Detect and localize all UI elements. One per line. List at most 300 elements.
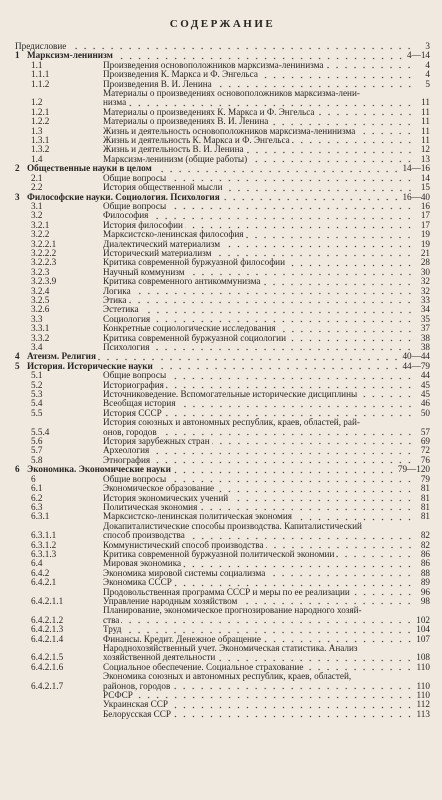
page-number: 46: [420, 398, 430, 409]
entry-title: Жизнь и деятельность В. И. Ленина: [103, 144, 244, 155]
entry-number: 5.6: [31, 436, 43, 447]
entry-title: Исторический материализм: [103, 247, 212, 258]
entry-number: 3.2.3.9: [31, 276, 57, 287]
page-number: 5: [425, 78, 430, 89]
page-number: 98: [420, 595, 430, 606]
entry-body: [103, 710, 430, 719]
entry-title: Труд: [103, 624, 122, 635]
dot-leader: [336, 551, 414, 558]
dot-leader: [213, 250, 414, 257]
entry-title: Эстетика: [103, 304, 139, 315]
dot-leader: [128, 297, 414, 304]
entry-title: РСФСР: [103, 690, 133, 701]
toc-entry: [15, 710, 430, 719]
toc-entry: [15, 70, 430, 79]
dot-leader: [225, 185, 414, 192]
entry-number: 1.3.2: [31, 144, 50, 155]
page-number: 21: [420, 247, 430, 258]
dot-leader: [121, 617, 414, 624]
dot-leader: [230, 495, 414, 502]
entry-title: Жизнь и деятельность К. Маркса и Ф. Энгельса: [103, 135, 290, 146]
dot-leader: [168, 373, 414, 380]
entry-title: Критика современной буржуазной политической экономии: [103, 548, 335, 559]
page-number: 28: [420, 257, 430, 268]
entry-number: 3.2.2.2: [31, 247, 57, 258]
dot-leader: [287, 260, 414, 267]
dot-leader: [173, 467, 396, 474]
entry-number: 1.1: [31, 59, 43, 70]
page-number: 38: [420, 342, 430, 352]
entry-number: 1.2.1: [31, 106, 50, 117]
dot-leader: [168, 476, 414, 483]
entry-title: ства: [103, 614, 120, 625]
toc-entry: [15, 437, 430, 446]
entry-title: Диалектический материализм: [103, 238, 221, 249]
page-number: 81: [420, 483, 430, 494]
entry-number: 5.8: [31, 454, 43, 465]
entry-line: [103, 606, 430, 615]
entry-number: 6.1: [31, 483, 43, 494]
dot-leader: [317, 109, 415, 116]
entry-line: [103, 682, 430, 691]
toc-entry: [15, 371, 430, 380]
page-number: 88: [420, 567, 430, 578]
entry-title: История философии: [103, 219, 183, 230]
dot-leader: [141, 307, 414, 314]
section-entry: [15, 164, 430, 173]
dot-leader: [154, 166, 401, 173]
entry-title: Экономика союзных и автономных республик, краев, областей,: [103, 671, 352, 682]
dot-leader: [150, 213, 414, 220]
page-number: 79—120: [397, 464, 430, 475]
page-number: 37: [420, 323, 430, 334]
entry-title: хозяйственной деятельности: [103, 652, 216, 663]
entry-title: онов, городов: [103, 426, 157, 437]
entry-number: 6.4.2.1.6: [31, 661, 64, 672]
page-number: 50: [420, 407, 430, 418]
entry-title: Этика: [103, 294, 127, 305]
dot-leader: [278, 326, 414, 333]
entry-title: Материалы о произведениях В. И. Ленина: [103, 116, 269, 127]
page-number: 32: [420, 285, 430, 296]
toc-entry: [15, 399, 430, 408]
dot-leader: [166, 382, 414, 389]
entry-line: [103, 616, 430, 625]
dot-leader: [168, 175, 414, 182]
entry-number: 1.1.2: [31, 78, 50, 89]
entry-number: 2: [15, 163, 20, 174]
toc-entry: [15, 305, 430, 314]
dot-leader: [178, 401, 414, 408]
page-number: 45: [420, 389, 430, 400]
entry-number: 3.3.1: [31, 323, 50, 334]
dot-leader: [305, 664, 414, 671]
toc-entry: [15, 287, 430, 296]
entry-body: [103, 277, 430, 286]
page-number: 81: [420, 501, 430, 512]
page-number: 76: [420, 454, 430, 465]
page-number: 82: [420, 539, 430, 550]
entry-title: Этнография: [103, 454, 151, 465]
entry-title: Произведения основоположников марксизма-ленинизма: [103, 59, 324, 70]
entry-number: 6.4.2.1.5: [31, 652, 64, 663]
entry-title: Экономика мировой системы социализма: [103, 567, 266, 578]
entry-number: 5.1: [31, 370, 43, 381]
entry-number: 3.2: [31, 210, 43, 221]
entry-title: Критика современной буржуазной философии: [103, 257, 285, 268]
entry-title: История зарубежных стран: [103, 436, 210, 447]
page-number: 86: [420, 558, 430, 569]
page-number: 4—14: [407, 50, 430, 61]
dot-leader: [183, 561, 414, 568]
entry-number: 2.1: [31, 172, 43, 183]
toc-entry: [15, 211, 430, 220]
toc-entry: [15, 258, 430, 267]
toc-entry: [15, 296, 430, 305]
entry-title: Атеизм. Религия: [27, 351, 96, 362]
entry-number: 6.4.2.1.3: [31, 624, 64, 635]
entry-number: 6.4.2.1.4: [31, 633, 64, 644]
entry-title: районов, городов: [103, 680, 171, 691]
entry-title: Предисловие: [15, 41, 67, 51]
entry-title: Экономика. Экономические науки: [27, 464, 171, 475]
page-number: 44: [420, 370, 430, 381]
page-number: 11: [421, 125, 430, 136]
page-number: 104: [416, 624, 430, 635]
section-entry: [15, 465, 430, 474]
entry-number: 6.4: [31, 558, 43, 569]
table-of-contents: [15, 42, 430, 719]
entry-number: 3.4: [31, 342, 43, 352]
dot-leader: [172, 683, 414, 690]
entry-title: Критика современного антикоммунизма: [103, 276, 261, 287]
entry-title: История. Исторические науки: [27, 360, 153, 371]
page-number: 107: [416, 633, 430, 644]
entry-number: 6.4.2.1.1: [31, 595, 64, 606]
dot-leader: [155, 363, 401, 370]
page-number: 72: [420, 445, 430, 456]
entry-title: Планирование, экономическое прогнозирование народного хозяй-: [103, 605, 362, 616]
entry-title: Жизнь и деятельность основоположников марксизма-ленинизма: [103, 125, 356, 136]
page-number: 44—79: [402, 360, 430, 371]
entry-number: 2.2: [31, 182, 43, 193]
dot-leader: [128, 100, 414, 107]
entry-number: 5.5: [31, 407, 43, 418]
entry-body: [15, 193, 430, 202]
entry-number: 1.2.2: [31, 116, 50, 127]
entry-title: Марксизм-ленинизм: [27, 50, 113, 61]
entry-title: Мировая экономика: [103, 558, 182, 569]
entry-title: История союзных и автономных республик, краев, областей, рай-: [103, 417, 360, 428]
page-number: 35: [420, 313, 430, 324]
entry-body: [103, 296, 430, 305]
entry-number: 1.3.1: [31, 135, 50, 146]
page-number: 86: [420, 548, 430, 559]
dot-leader: [292, 137, 414, 144]
dot-leader: [123, 627, 414, 634]
toc-entry: [15, 240, 430, 249]
dot-leader: [98, 354, 401, 361]
dot-leader: [267, 570, 414, 577]
page-number: 19: [420, 238, 430, 249]
entry-title: История общественной мысли: [103, 182, 223, 193]
entry-title: способ производства: [103, 530, 185, 541]
entry-title: Материалы о произведениях основоположников марксизма-лени-: [103, 88, 360, 99]
entry-title: Докапиталистические способы производства. Капиталистический: [103, 520, 362, 531]
toc-entry: [15, 202, 430, 211]
dot-leader: [151, 448, 414, 455]
dot-leader: [359, 391, 414, 398]
entry-title: Конкретные социологические исследования: [103, 323, 276, 334]
entry-title: Материалы о произведениях К. Маркса и Ф. Энгельса: [103, 106, 315, 117]
dot-leader: [325, 62, 414, 69]
entry-title: Продовольственная программа СССР и меры по ее реализации: [103, 586, 350, 597]
dot-leader: [217, 655, 414, 662]
toc-entry: [15, 475, 430, 484]
entry-title: Произведения В. И. Ленина: [103, 78, 212, 89]
entry-body: [103, 334, 430, 343]
entry-number: 6.3: [31, 501, 43, 512]
entry-title: Философские науки. Социология. Психология: [27, 191, 220, 202]
dot-leader: [151, 344, 414, 351]
entry-number: 5.3: [31, 389, 43, 400]
toc-entry: [15, 550, 430, 559]
page-number: 82: [420, 530, 430, 541]
entry-number: 6.4.2.1.7: [31, 680, 64, 691]
dot-leader: [288, 335, 414, 342]
entry-number: 1.4: [31, 153, 43, 164]
page-number: 32: [420, 276, 430, 287]
entry-title: Общие вопросы: [103, 172, 167, 183]
entry-body: [15, 362, 430, 371]
dot-leader: [222, 194, 401, 201]
page-number: 17: [420, 210, 430, 221]
page-number: 12: [420, 144, 430, 155]
dot-leader: [212, 438, 414, 445]
entry-number: 6.3.1: [31, 511, 50, 522]
entry-number: 6.3.1.2: [31, 539, 57, 550]
entry-title: Всеобщая история: [103, 398, 176, 409]
entry-title: Психология: [103, 342, 150, 352]
entry-title: Общественные науки в целом: [27, 163, 152, 174]
entry-title: Социология: [103, 313, 151, 324]
page-number: 16: [420, 200, 430, 211]
dot-leader: [260, 72, 414, 79]
dot-leader: [173, 711, 414, 718]
section-entry: [15, 362, 430, 371]
entry-body: [103, 522, 430, 541]
entry-title: Экономическое образование: [103, 483, 215, 494]
entry-number: 3.2.1: [31, 219, 50, 230]
entry-number: 5.2: [31, 379, 43, 390]
entry-number: 3.2.6: [31, 304, 50, 315]
dot-leader: [222, 241, 414, 248]
entry-title: Источниковедение. Вспомогательные исторические дисциплины: [103, 389, 358, 400]
entry-title: низма: [103, 97, 127, 108]
dot-leader: [294, 514, 414, 521]
page-number: 11: [421, 106, 430, 117]
dot-leader: [159, 429, 414, 436]
entry-number: 1.1.1: [31, 69, 50, 80]
dot-leader: [152, 316, 414, 323]
page-number: 112: [416, 699, 430, 710]
entry-number: 6: [31, 473, 36, 484]
page-number: 108: [416, 652, 430, 663]
page-number: 110: [416, 661, 430, 672]
entry-number: 3.2.2.1: [31, 238, 57, 249]
page-number: 38: [420, 332, 430, 343]
entry-title: Историография: [103, 379, 164, 390]
page-number: 4: [425, 59, 430, 70]
dot-leader: [174, 580, 414, 587]
entry-number: 3.2.5: [31, 294, 50, 305]
dot-leader: [168, 203, 414, 210]
dot-leader: [266, 542, 414, 549]
entry-body: [15, 164, 430, 173]
toc-entry: [15, 230, 430, 239]
toc-entry: [15, 334, 430, 343]
entry-title: Управление народным хозяйством: [103, 595, 238, 606]
entry-body: [103, 343, 430, 352]
entry-title: Общие вопросы: [103, 200, 167, 211]
entry-number: 1.3: [31, 125, 43, 136]
page-number: 15: [420, 182, 430, 193]
entry-title: Марксистско-ленинская философия: [103, 229, 244, 240]
toc-entry: [15, 691, 430, 700]
entry-number: 5.5.4: [31, 426, 50, 437]
dot-leader: [199, 504, 414, 511]
page-number: 96: [420, 586, 430, 597]
entry-title: История экономических учений: [103, 492, 229, 503]
entry-body: [103, 606, 430, 625]
dot-leader: [187, 533, 414, 540]
entry-number: 5.4: [31, 398, 43, 409]
toc-entry: [15, 672, 430, 691]
entry-number: 3.2.3: [31, 266, 50, 277]
entry-title: Критика современной буржуазной социологии: [103, 332, 287, 343]
toc-entry: [15, 418, 430, 437]
toc-entry: [15, 569, 430, 578]
dot-leader: [187, 269, 414, 276]
entry-number: 6.3.1.1: [31, 530, 57, 541]
entry-title: Политическая экономия: [103, 501, 198, 512]
page-number: 40—44: [402, 351, 430, 362]
dot-leader: [115, 53, 405, 60]
entry-title: Экономика СССР: [103, 577, 172, 588]
dot-leader: [245, 232, 414, 239]
entry-number: 6.4.2: [31, 567, 50, 578]
page-number: 14—16: [402, 163, 430, 174]
dot-leader: [352, 589, 414, 596]
entry-title: Общие вопросы: [103, 473, 167, 484]
page-number: 17: [420, 219, 430, 230]
page-number: 30: [420, 266, 430, 277]
page-number: 16—40: [402, 191, 430, 202]
entry-title: Марксизм-ленинизм (общие работы): [103, 153, 248, 164]
entry-title: Общие вопросы: [103, 370, 167, 381]
page-number: 89: [420, 577, 430, 588]
page-number: 79: [420, 473, 430, 484]
dot-leader: [170, 702, 414, 709]
page-number: 34: [420, 304, 430, 315]
entry-number: 3: [15, 191, 20, 202]
page-number: 11: [421, 97, 430, 108]
entry-body: [103, 437, 430, 446]
entry-title: История СССР: [103, 407, 162, 418]
entry-title: Украинская ССР: [103, 699, 169, 710]
dot-leader: [164, 410, 414, 417]
page-number: 45: [420, 379, 430, 390]
entry-body: [103, 155, 430, 164]
page-number: 110: [416, 690, 430, 701]
entry-body: [103, 644, 430, 663]
page-number: 13: [420, 153, 430, 164]
page-number: 113: [416, 708, 430, 719]
dot-leader: [246, 147, 414, 154]
dot-leader: [185, 222, 414, 229]
toc-entry: [15, 277, 430, 286]
dot-leader: [262, 279, 414, 286]
entry-body: [103, 202, 430, 211]
entry-title: Коммунистический способ производства: [103, 539, 264, 550]
toc-entry: [15, 700, 430, 709]
toc-entry: [15, 390, 430, 399]
entry-title: Произведения К. Маркса и Ф. Энгельса: [103, 69, 258, 80]
entry-number: 6.4.2.1.2: [31, 614, 64, 625]
entry-body: [103, 446, 430, 455]
entry-number: 1: [15, 50, 20, 61]
page-number: 19: [420, 229, 430, 240]
entry-number: 3.2.4: [31, 285, 50, 296]
dot-leader: [68, 43, 414, 50]
page-number: 69: [420, 436, 430, 447]
page-number: 33: [420, 294, 430, 305]
dot-leader: [239, 598, 414, 605]
page-number: 81: [420, 511, 430, 522]
page-number: 4: [425, 69, 430, 80]
toc-entry: [15, 644, 430, 663]
toc-entry: [15, 522, 430, 541]
page-number: 57: [420, 426, 430, 437]
entry-title: Финансы. Кредит. Денежное обращение: [103, 633, 261, 644]
entry-title: Белорусская ССР: [103, 708, 172, 719]
entry-number: 6: [15, 464, 20, 475]
page-title: СОДЕРЖАНИЕ: [169, 18, 276, 30]
page-number: 14: [420, 172, 430, 183]
entry-body: [103, 287, 430, 296]
entry-body: [103, 672, 430, 691]
entry-number: 3.2.2.3: [31, 257, 57, 268]
entry-body: [103, 305, 430, 314]
entry-number: 3.3: [31, 313, 43, 324]
dot-leader: [133, 288, 414, 295]
toc-entry: [15, 494, 430, 503]
toc-entry: [15, 446, 430, 455]
entry-title: Социальное обеспечение. Социальное страхование: [103, 661, 304, 672]
entry-number: 3.3.2: [31, 332, 50, 343]
entry-body: [15, 465, 430, 474]
dot-leader: [152, 457, 414, 464]
entry-body: [103, 89, 430, 108]
dot-leader: [263, 636, 414, 643]
entry-number: 5.7: [31, 445, 43, 456]
entry-number: 1.2: [31, 97, 43, 108]
dot-leader: [249, 156, 414, 163]
toc-entry: [15, 89, 430, 108]
dot-leader: [214, 81, 414, 88]
entry-number: 3.2.2: [31, 229, 50, 240]
dot-leader: [357, 128, 414, 135]
